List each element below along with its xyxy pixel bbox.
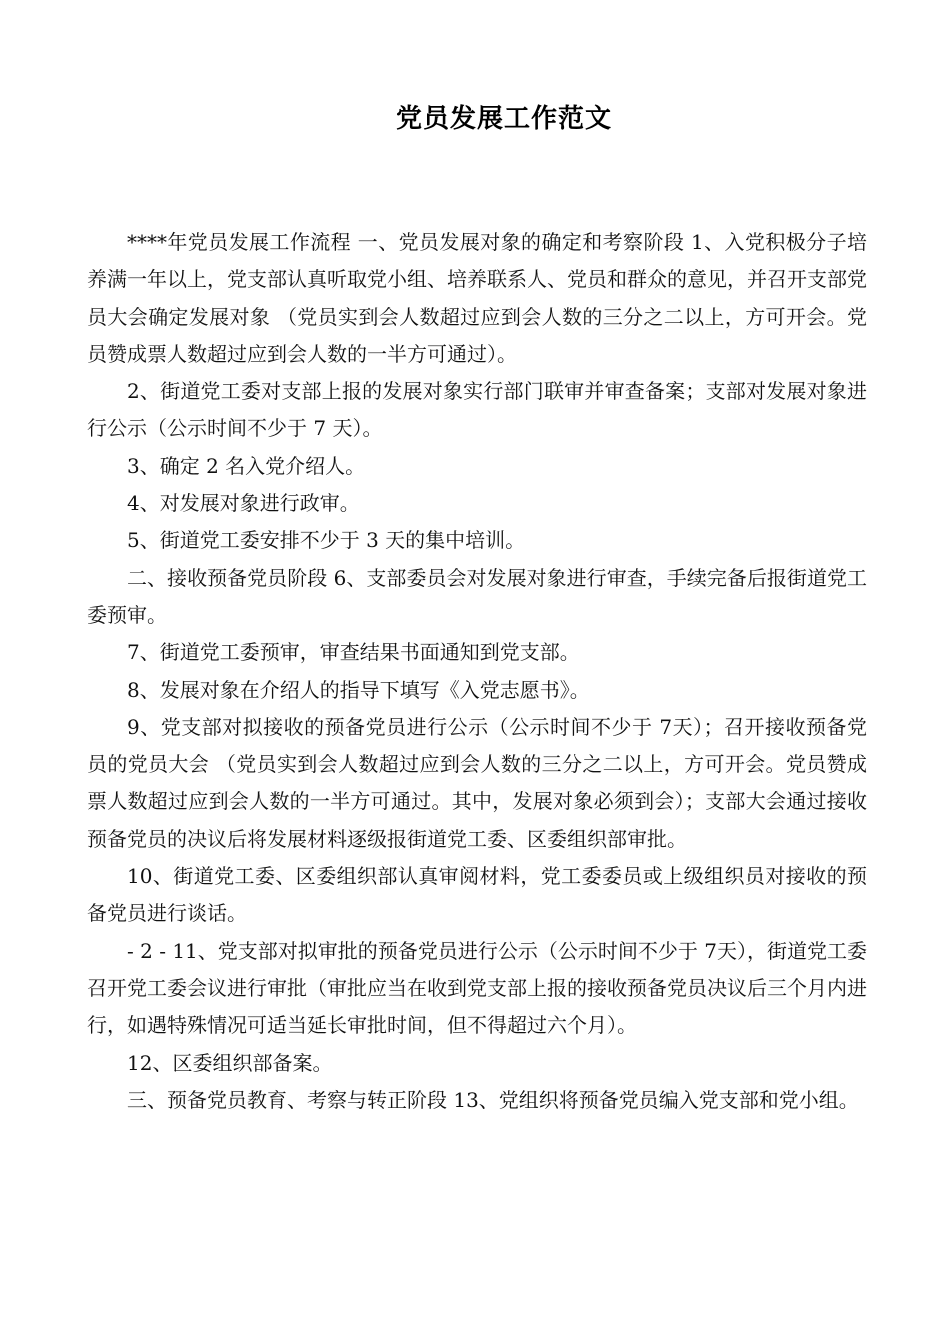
- paragraph-10: 10、街道党工委、区委组织部认真审阅材料，党工委委员或上级组织员对接收的预备党员进行谈话。: [87, 864, 867, 926]
- paragraph-5: 5、街道党工委安排不少于 3 天的集中培训。: [127, 528, 526, 553]
- paragraph-4: 4、对发展对象进行政审。: [127, 491, 360, 516]
- paragraph-1: ****年党员发展工作流程 一、党员发展对象的确定和考察阶段 1、入党积极分子培养满一年以上，党支部认真听取党小组、培养联系人、党员和群众的意见，并召开支部党员大会确定发展对象 （党员实到会人数超过应到会人数的三分之二以上，方可开会。党员赞成票人数超过应到会人数的一半方可通过）。: [87, 230, 867, 366]
- document-body: [87, 224, 867, 1119]
- paragraph-9: 9、党支部对拟接收的预备党员进行公示（公示时间不少于 7天）；召开接收预备党员的党员大会 （党员实到会人数超过应到会人数的三分之二以上，方可开会。党员赞成票人数超过应到会人数的一半方可通过。其中，发展对象必须到会）；支部大会通过接收预备党员的决议后将发展材料逐级报街道党工委、区委组织部审批。: [87, 714, 867, 851]
- paragraph-2: 2、街道党工委对支部上报的发展对象实行部门联审并审查备案；支部对发展对象进行公示（公示时间不少于 7 天）。: [87, 379, 867, 441]
- paragraph-3: 3、确定 2 名入党介绍人。: [127, 453, 366, 478]
- paragraph-11: - 2 - 11、党支部对拟审批的预备党员进行公示（公示时间不少于 7天），街道党工委召开党工委会议进行审批（审批应当在收到党支部上报的接收预备党员决议后三个月内进行，如遇特殊情况可适当延长审批时间，但不得超过六个月）。: [87, 938, 867, 1038]
- paragraph-12: 12、区委组织部备案。: [127, 1050, 333, 1075]
- document-title: 党员发展工作范文: [395, 104, 612, 134]
- paragraph-7: 7、街道党工委预审，审查结果书面通知到党支部。: [127, 640, 580, 665]
- paragraph-13: 三、预备党员教育、考察与转正阶段 13、党组织将预备党员编入党支部和党小组。: [127, 1087, 859, 1112]
- paragraph-8: 8、发展对象在介绍人的指导下填写《入党志愿书》。: [127, 677, 590, 702]
- paragraph-6: 二、接收预备党员阶段 6、支部委员会对发展对象进行审查，手续完备后报街道党工委预审。: [87, 565, 867, 627]
